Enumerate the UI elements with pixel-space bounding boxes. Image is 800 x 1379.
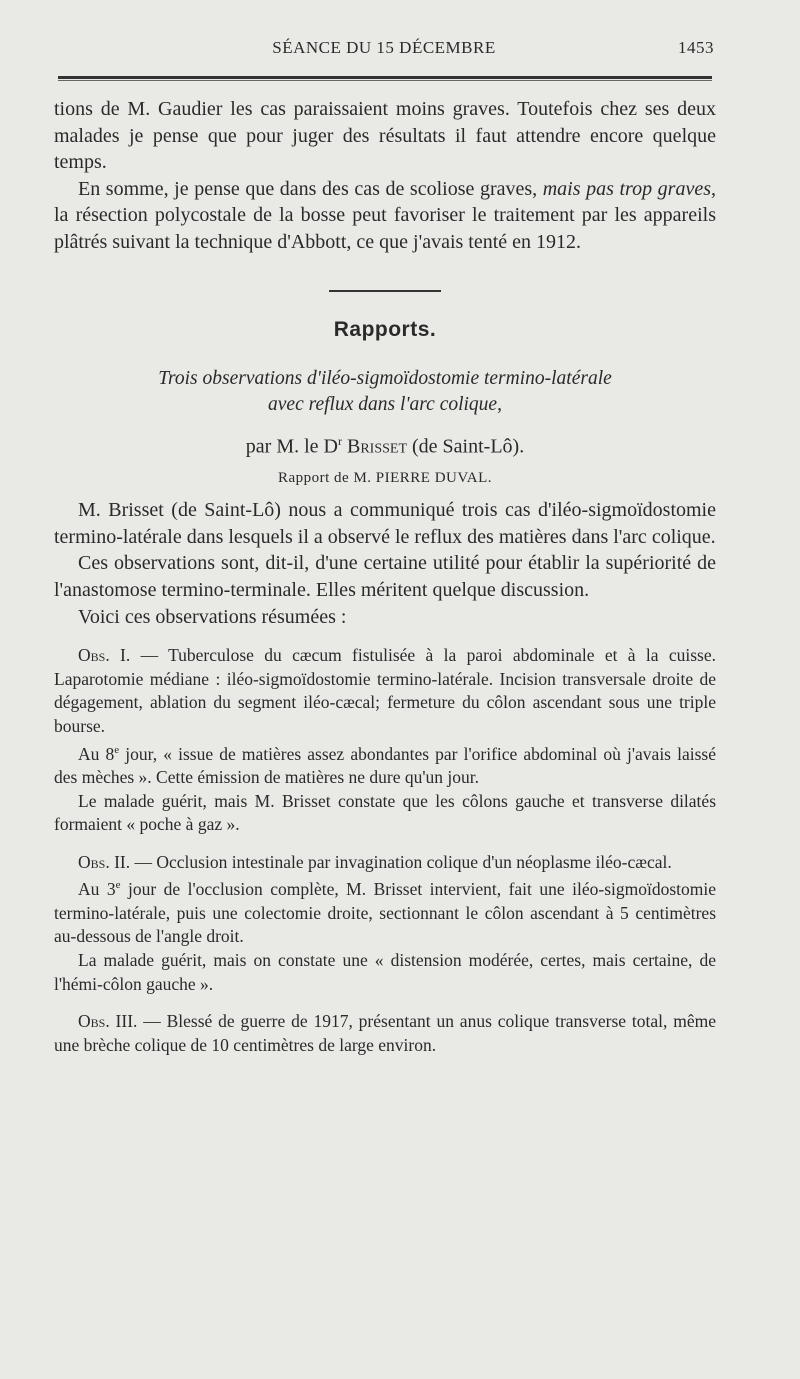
observation-label: Obs. III. bbox=[78, 1011, 138, 1032]
header-rule bbox=[58, 76, 712, 79]
observation-label: Obs. I. bbox=[78, 645, 131, 666]
author-prefix: par M. le D bbox=[245, 435, 338, 458]
rapporteur-line: Rapport de M. PIERRE DUVAL. bbox=[277, 470, 493, 487]
report-title-line-1: Trois observations d'iléo-sigmoïdostomie termino-latérale bbox=[158, 367, 612, 389]
report-title-line-2: avec reflux dans l'arc colique, bbox=[268, 393, 502, 415]
obs2-p2-pre: Au 3 bbox=[78, 879, 116, 900]
observation-1 bbox=[54, 644, 716, 738]
observation-1-paragraph-3: Le malade guérit, mais M. Brisset constate que les côlons gauche et transverse dilatés formaient « poche à gaz ». bbox=[54, 790, 716, 835]
observation-2-paragraph-2 bbox=[54, 874, 716, 949]
report-author bbox=[54, 434, 716, 459]
report-paragraph-2: Ces observations sont, dit-il, d'une certaine utilité pour établir la supériorité de l'anastomose termino-terminale. Elles méritent quelque discussion. bbox=[54, 552, 716, 601]
observation-2-paragraph-3: La malade guérit, mais on constate une « distension modérée, certes, mais certaine, de l'hémi-côlon gauche ». bbox=[54, 949, 716, 994]
paragraph-conclusion bbox=[54, 176, 716, 256]
paragraph-continued: tions de M. Gaudier les cas paraissaient moins graves. Toutefois chez ses deux malades je pense que pour juger des résultats il faut attendre encore quelque temps. bbox=[54, 98, 716, 174]
section-separator bbox=[329, 290, 441, 292]
section-title: Rapports. bbox=[333, 317, 437, 341]
observation-text: — Occlusion intestinale par invagination colique d'un néoplasme iléo-cæcal. bbox=[130, 851, 672, 872]
observation-text: — Tuberculose du cæcum fistulisée à la paroi abdominale et à la cuisse. Laparotomie médiane : iléo-sigmoïdostomie termino-latérale. Incision transversale droite de dégagement, ablation du segment iléo-cæcal; fermeture du côlon ascendant sous une triple bourse. bbox=[54, 645, 716, 736]
page-body bbox=[54, 96, 716, 1057]
observation-2 bbox=[54, 851, 716, 875]
page-number: 1453 bbox=[678, 38, 714, 57]
author-suffix: (de Saint-Lô). bbox=[407, 435, 525, 458]
observation-label: Obs. II. bbox=[78, 851, 131, 872]
obs1-p2-sup: e bbox=[114, 743, 120, 756]
observation-1-paragraph-2 bbox=[54, 739, 716, 790]
obs1-p2-pre: Au 8 bbox=[78, 743, 115, 764]
author-name: Brisset bbox=[347, 435, 408, 458]
conclusion-text-b: , la résection polycostale de la bosse peut favoriser le traitement par les appareils plâtrés suivant la technique d'Abbott, ce que j'avais tenté en 1912. bbox=[54, 177, 716, 253]
obs2-p2-post: jour de l'occlusion complète, M. Brisset intervient, fait une iléo-sigmoïdostomie termino-latérale, puis une colectomie droite, sectionnant le côlon ascendant à 5 centimètres au-dessous de l'angle droit. bbox=[54, 879, 716, 947]
obs1-p2-post: jour, « issue de matières assez abondantes par l'orifice abdominal où j'avais laissé des mèches ». Cette émission de matières ne dure qu'un jour. bbox=[54, 743, 716, 787]
report-title bbox=[54, 366, 716, 418]
header-rule-thin bbox=[58, 80, 712, 81]
report-paragraph-1: M. Brisset (de Saint-Lô) nous a communiqué trois cas d'iléo-sigmoïdostomie termino-latérale dans lesquels il a observé le reflux des matières dans l'arc colique. bbox=[54, 499, 716, 548]
observation-text: — Blessé de guerre de 1917, présentant un anus colique transverse total, même une brèche colique de 10 centimètres de large environ. bbox=[54, 1011, 716, 1055]
running-head bbox=[54, 38, 714, 62]
conclusion-emphasis: mais pas trop graves bbox=[542, 177, 711, 200]
obs2-p2-sup: e bbox=[115, 879, 121, 892]
report-paragraph-3: Voici ces observations résumées : bbox=[78, 605, 347, 628]
running-title: SÉANCE DU 15 DÉCEMBRE bbox=[272, 38, 496, 57]
conclusion-text-a: En somme, je pense que dans des cas de scoliose graves, bbox=[78, 177, 543, 200]
observation-3 bbox=[54, 1010, 716, 1057]
author-sup: r bbox=[338, 433, 342, 448]
